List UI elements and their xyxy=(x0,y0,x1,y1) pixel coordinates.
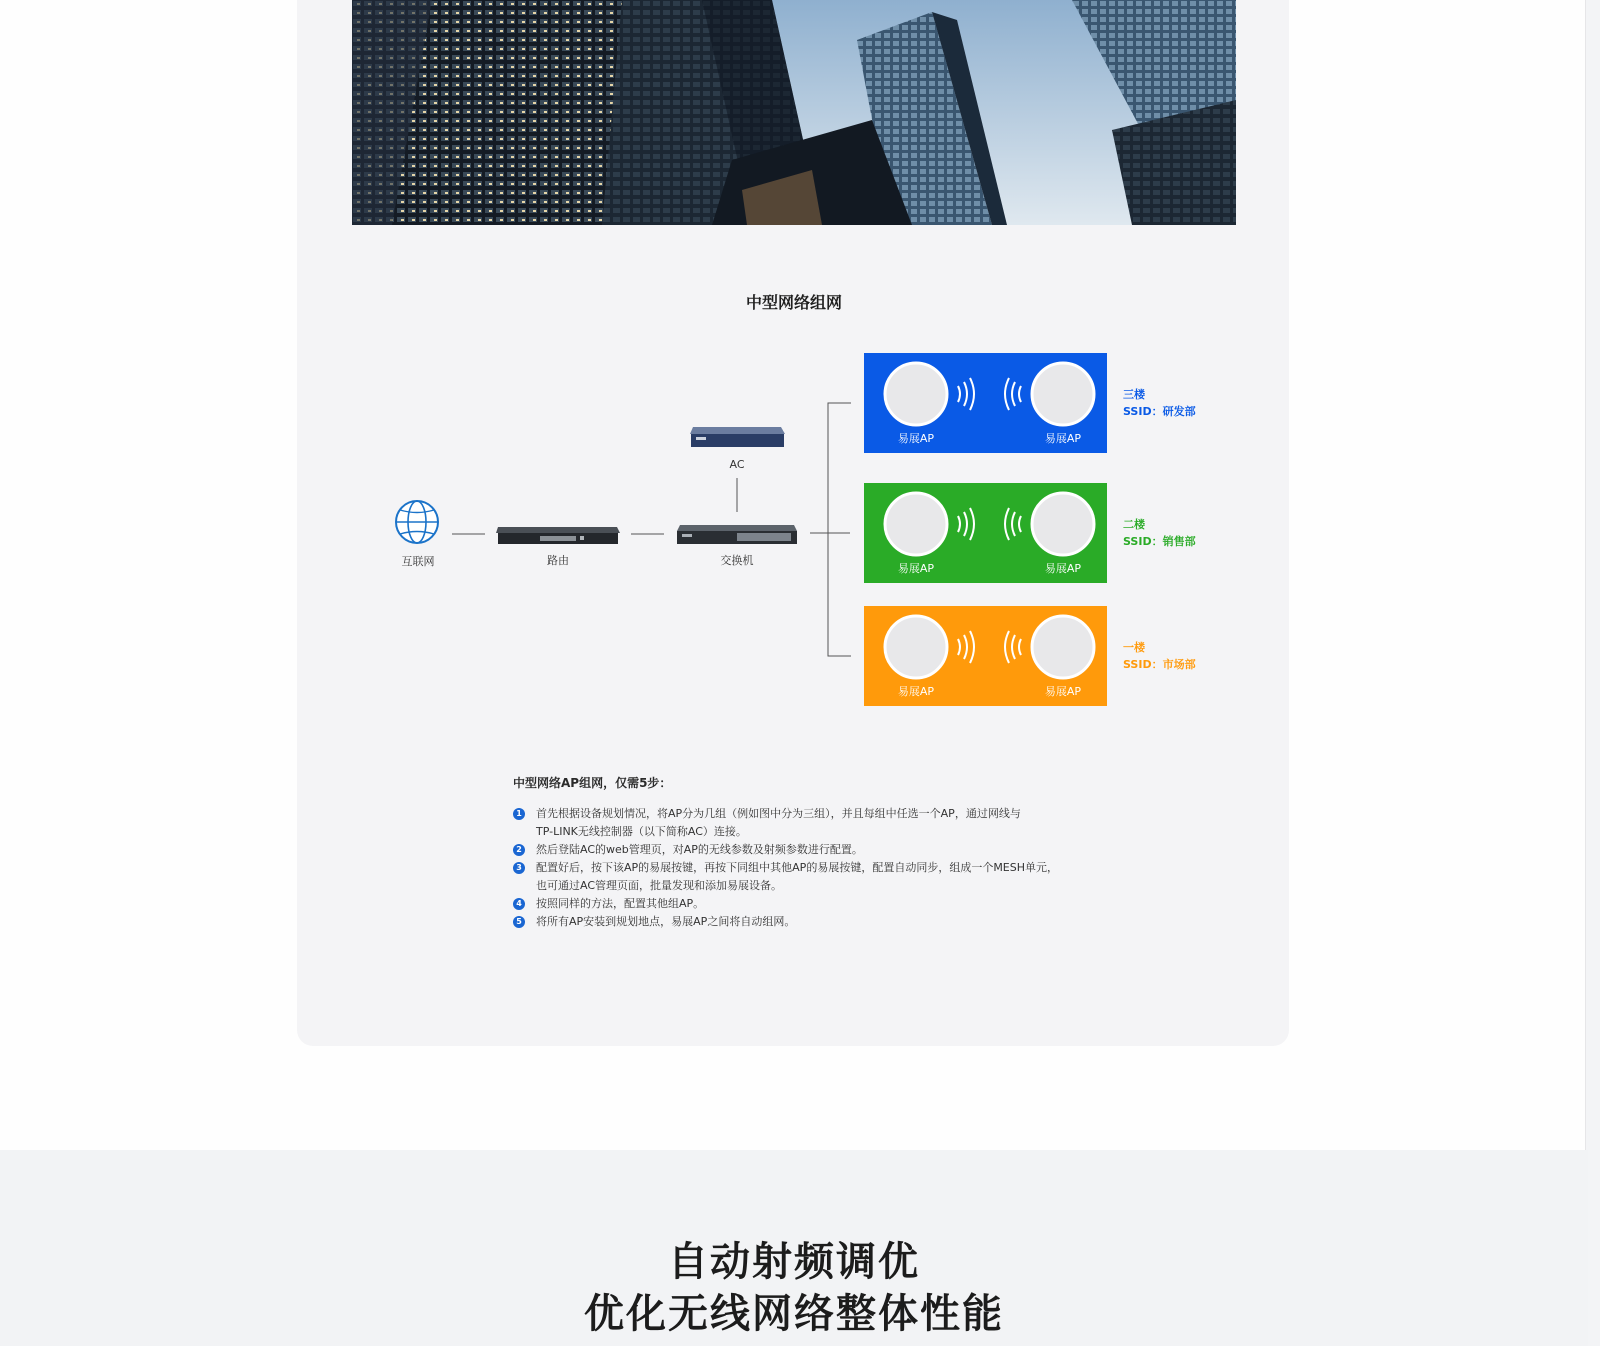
steps-heading: 中型网络AP组网，仅需5步： xyxy=(513,776,672,790)
feature-title-line1: 自动射频调优 xyxy=(668,1239,920,1285)
internet-label: 互联网 xyxy=(401,555,435,568)
ap-group-2f xyxy=(864,483,1107,583)
step-number-badge: 5 xyxy=(513,916,525,928)
step-item: 3 配置好后，按下该AP的易展按键，再按下同组中其他AP的易展按键，配置自动同步，组成一个MESH单元， 也可通过AC管理页面，批量发现和添加易展设备。 xyxy=(513,859,1113,895)
ap-device-icon xyxy=(1032,363,1094,425)
step-number-badge: 3 xyxy=(513,862,525,874)
svg-text:易展AP: 易展AP xyxy=(1044,562,1082,575)
globe-icon xyxy=(396,501,438,543)
svg-text:易展AP: 易展AP xyxy=(897,685,935,698)
svg-text:易展AP: 易展AP xyxy=(897,562,935,575)
ssid-label-3f: SSID：研发部 xyxy=(1123,405,1196,418)
floor-label-2f: 二楼 xyxy=(1123,518,1145,531)
step-number-badge: 4 xyxy=(513,898,525,910)
ssid-label-2f: SSID：销售部 xyxy=(1123,535,1196,548)
ap-device-icon xyxy=(885,616,947,678)
svg-text:易展AP: 易展AP xyxy=(1044,432,1082,445)
svg-text:易展AP: 易展AP xyxy=(1044,685,1082,698)
svg-text:易展AP: 易展AP xyxy=(897,432,935,445)
feature-title-line2: 优化无线网络整体性能 xyxy=(584,1291,1004,1337)
ap-device-icon xyxy=(885,493,947,555)
router-icon xyxy=(496,527,620,544)
ac-controller-icon xyxy=(690,427,785,447)
bracket-lines xyxy=(828,403,851,656)
ssid-label-1f: SSID：市场部 xyxy=(1123,658,1196,671)
step-item: 4 按照同样的方法，配置其他组AP。 xyxy=(513,895,1113,913)
diagram-title: 中型网络组网 xyxy=(745,293,842,312)
ap-group-3f xyxy=(864,353,1107,453)
ap-device-icon xyxy=(885,363,947,425)
ap-device-icon xyxy=(1032,493,1094,555)
floor-label-3f: 三楼 xyxy=(1123,388,1145,401)
step-number-badge: 1 xyxy=(513,808,525,820)
feature-section xyxy=(0,1150,1588,1346)
setup-steps xyxy=(513,774,1113,931)
step-item: 5 将所有AP安装到规划地点，易展AP之间将自动组网。 xyxy=(513,913,1113,931)
floor-label-1f: 一楼 xyxy=(1123,641,1145,654)
switch-icon xyxy=(677,525,797,544)
ap-device-icon xyxy=(1032,616,1094,678)
step-number-badge: 2 xyxy=(513,844,525,856)
ap-group-1f xyxy=(864,606,1107,706)
step-item: 2 然后登陆AC的web管理页，对AP的无线参数及射频参数进行配置。 xyxy=(513,841,1113,859)
ac-label: AC xyxy=(729,458,745,471)
switch-label: 交换机 xyxy=(720,554,754,567)
router-label: 路由 xyxy=(547,554,569,567)
step-item: 1 首先根据设备规划情况，将AP分为几组（例如图中分为三组），并且每组中任选一个AP，通过网线与 TP-LINK无线控制器（以下简称AC）连接。 xyxy=(513,805,1113,841)
